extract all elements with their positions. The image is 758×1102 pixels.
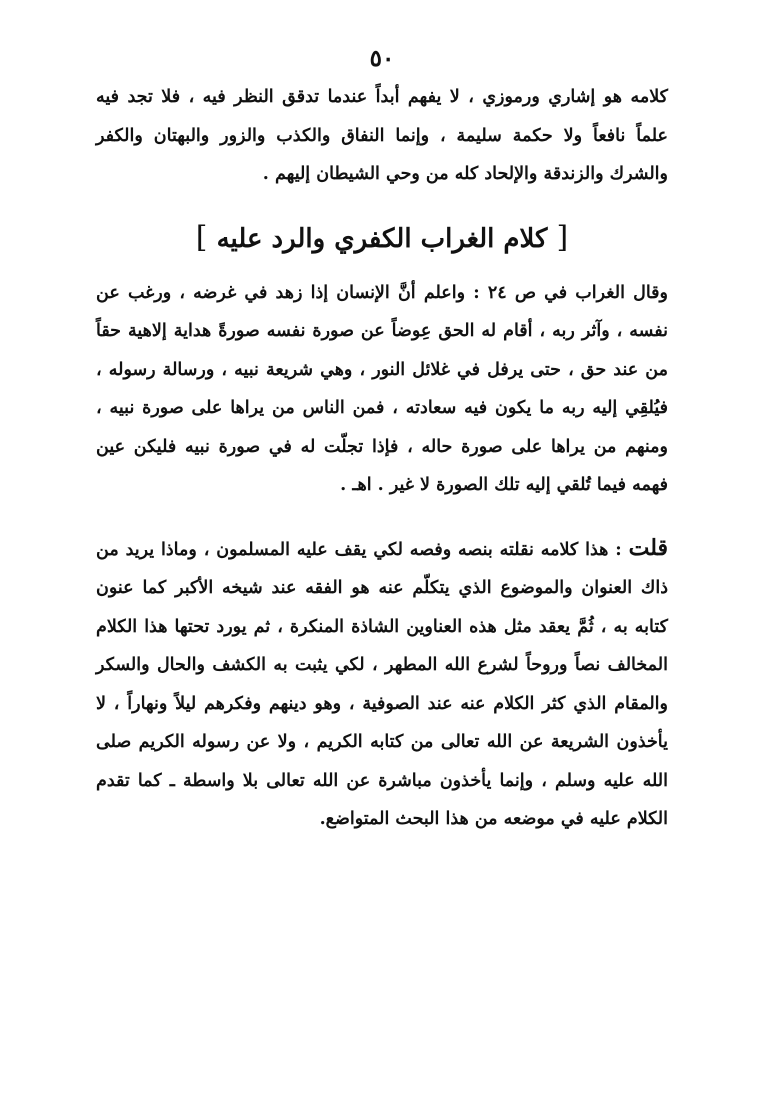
reply-text: : هذا كلامه نقلته بنصه وفصه لكي يقف عليه المسلمون ، وماذا يريد من ذاك العنوان والموضوع الذي يتكلّم عنه هو الفقه عند شيخه الأكبر كما عنون كتابه به ، ثُمَّ يعقد مثل هذه العناوين الشاذة المنكرة ، ثم يورد تحتها هذا الكلام المخالف نصاً وروحاً لشرع الله المطهر ، لكي يثبت به الكشف والحال والسكر والمقام الذي كثر الكلام عنه عند الصوفية ، وهو دينهم وفكرهم ليلاً ونهاراً ، لا يأخذون الشريعة عن الله تعالى من كتابه الكريم ، ولا عن رسوله الكريم صلى الله عليه وسلم ، وإنما يأخذون مباشرة عن الله تعالى بلا واسطة ـ كما تقدم الكلام عليه في موضعه من هذا البحث المتواضع. (96, 539, 668, 829)
section-title: كلام الغراب الكفري والرد عليه (216, 223, 548, 254)
quote-paragraph: وقال الغراب في ص ٢٤ : واعلم أنَّ الإنسان إذا زهد في غرضه ، ورغب عن نفسه ، وآثر ربه ، أقام له الحق عِوضاً عن صورة نفسه صورةً هداية إلاهية حقاً من عند حق ، حتى يرفل في غلائل النور ، وهي شريعة نبيه ، ورسالة رسوله ، فيُلقِي إليه ربه ما يكون فيه سعادته ، فمن الناس من يراها على صورة نبيه ، ومنهم من يراها على صورة حاله ، فإذا تجلّت له في صورة نبيه فليكن عين فهمه فيما تُلقي إليه تلك الصورة لا غير . اهـ . (96, 282, 668, 495)
reply-lead-word: قلت (628, 534, 668, 561)
intro-paragraph: كلامه هو إشاري ورموزي ، لا يفهم أبداً عندما تدقق النظر فيه ، فلا تجد فيه علماً نافعاً ولا حكمة سليمة ، وإنما النفاق والكذب والزور والبهتان والكفر والشرك والزندقة والإلحاد كله من وحي الشيطان إليهم . (96, 87, 668, 184)
page-number: ٥٠ (369, 45, 395, 72)
document-page (96, 40, 668, 839)
reply-paragraph (96, 529, 668, 839)
heading-bracket-close: ] (195, 219, 208, 255)
section-heading (96, 220, 668, 256)
paragraph-gap (96, 505, 668, 529)
heading-bracket-open: [ (556, 219, 569, 255)
